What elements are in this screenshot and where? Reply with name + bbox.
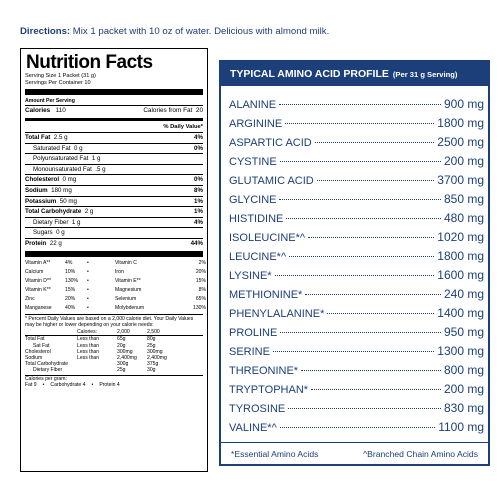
leader-dots bbox=[285, 123, 434, 124]
amino-acid-name: VALINE*^ bbox=[229, 422, 277, 434]
amino-acid-value: 1020 mg bbox=[437, 230, 484, 244]
nutrient-label: Potassium bbox=[25, 197, 57, 205]
amino-acid-row bbox=[229, 418, 484, 437]
vitamin-dv: 2% bbox=[198, 259, 207, 266]
divider-thick bbox=[25, 89, 203, 95]
nutrient-label: Total Carbohydrate bbox=[25, 208, 82, 216]
amino-acid-name: GLUTAMIC ACID bbox=[229, 175, 314, 187]
table-cell: 375g bbox=[147, 361, 159, 368]
amino-acid-row bbox=[229, 266, 484, 285]
amino-acid-value: 480 mg bbox=[443, 211, 484, 225]
vitamin-name: Calcium bbox=[25, 268, 44, 275]
nutrient-amount: 0 mg bbox=[62, 176, 77, 184]
amino-acid-footnotes bbox=[221, 442, 488, 464]
leader-dots bbox=[288, 408, 441, 409]
cpg-carb: Carbohydrate 4 bbox=[50, 381, 86, 388]
amino-acid-name: CYSTINE bbox=[229, 156, 277, 168]
nutrient-row bbox=[25, 132, 203, 143]
daily-value-header: % Daily Value* bbox=[163, 124, 203, 130]
leader-dots bbox=[279, 199, 440, 200]
leader-dots bbox=[280, 332, 441, 333]
amino-acid-value: 850 mg bbox=[443, 192, 484, 206]
nutrient-row bbox=[25, 153, 203, 164]
directions-text: Mix 1 packet with 10 oz of water. Delicious with almond milk. bbox=[70, 26, 330, 37]
table-cell: 65g bbox=[117, 336, 126, 343]
nutrient-dv: 1% bbox=[194, 197, 203, 205]
vitamin-name: Vitamin D** bbox=[25, 277, 51, 284]
amino-acid-name: TYROSINE bbox=[229, 403, 286, 415]
nutrient-row bbox=[25, 227, 203, 238]
amino-acid-row bbox=[229, 342, 484, 361]
table-cell bbox=[77, 367, 117, 373]
amino-acid-name: HISTIDINE bbox=[229, 213, 284, 225]
bullet: • bbox=[87, 304, 89, 311]
vitamin-name: Zinc bbox=[25, 295, 35, 302]
nutrient-dv: 4% bbox=[194, 134, 203, 141]
amino-acid-value: 1300 mg bbox=[437, 344, 484, 358]
calories-per-gram-label: Calories per gram: bbox=[25, 375, 67, 382]
nutrient-label: Sugars bbox=[33, 229, 53, 237]
amino-acid-row bbox=[229, 361, 484, 380]
calories-label: Calories bbox=[25, 107, 51, 114]
table-cell: Less than bbox=[77, 354, 100, 361]
leader-dots bbox=[327, 313, 434, 314]
nutrient-amount: 1 g bbox=[71, 218, 81, 226]
nutrient-row bbox=[25, 206, 203, 217]
vitamin-name: Vitamin A** bbox=[25, 259, 51, 266]
nutrient-amount: .5 g bbox=[95, 165, 106, 173]
nutrient-amount: 0 g bbox=[56, 229, 65, 237]
table-header-cell: 2,000 bbox=[117, 329, 130, 336]
nutrient-label: Sodium bbox=[25, 186, 48, 194]
bullet: • bbox=[87, 277, 89, 284]
cpg-protein: Protein 4 bbox=[99, 381, 120, 388]
bullet: • bbox=[87, 295, 89, 302]
calories-per-gram-values bbox=[25, 382, 203, 388]
table-cell: 25g bbox=[117, 367, 126, 374]
amino-acid-value: 830 mg bbox=[443, 401, 484, 415]
vitamin-name: Iron bbox=[115, 268, 124, 275]
nutrient-label: Dietary Fiber bbox=[33, 218, 69, 226]
amino-acid-value: 800 mg bbox=[443, 363, 484, 377]
table-cell: Less than bbox=[77, 342, 100, 349]
vitamin-dv: 8% bbox=[198, 286, 207, 293]
vitamin-dv: 65% bbox=[195, 295, 207, 302]
amino-acid-name: ALANINE bbox=[229, 99, 277, 111]
leader-dots bbox=[289, 256, 434, 257]
daily-value-table-body bbox=[25, 336, 203, 373]
vitamin-name: Magnesium bbox=[115, 286, 142, 293]
leader-dots bbox=[286, 218, 441, 219]
amino-acid-row bbox=[229, 133, 484, 152]
nutrient-row bbox=[25, 196, 203, 207]
amino-acid-name: LYSINE* bbox=[229, 270, 272, 282]
vitamin-dv: 130% bbox=[193, 304, 207, 311]
cpg-fat: Fat 9 bbox=[25, 381, 37, 388]
table-cell: 300mg bbox=[147, 348, 163, 355]
amino-acid-subtitle: (Per 31 g Serving) bbox=[392, 69, 458, 79]
amino-acid-row bbox=[229, 95, 484, 114]
leader-dots bbox=[280, 427, 435, 428]
nutrient-dv: 8% bbox=[194, 186, 203, 194]
amino-acid-row bbox=[229, 304, 484, 323]
table-cell: Dietary Fiber bbox=[33, 367, 63, 374]
nutrient-label: Monounsaturated Fat bbox=[33, 165, 92, 173]
table-cell: 2,400mg bbox=[147, 354, 167, 361]
nutrient-amount: 2.5 g bbox=[53, 134, 68, 141]
amino-acid-value: 900 mg bbox=[443, 97, 484, 111]
amino-acid-row bbox=[229, 228, 484, 247]
leader-dots bbox=[280, 161, 441, 162]
amino-acid-name: PHENYLALANINE* bbox=[229, 308, 325, 320]
amino-acid-panel bbox=[219, 60, 490, 466]
table-cell: Cholesterol bbox=[25, 348, 51, 355]
leader-dots bbox=[279, 104, 441, 105]
amino-acid-title: TYPICAL AMINO ACID PROFILE bbox=[230, 68, 389, 80]
amino-acid-name: SERINE bbox=[229, 346, 270, 358]
amino-acid-name: THREONINE* bbox=[229, 365, 299, 377]
amino-acid-name: LEUCINE*^ bbox=[229, 251, 287, 263]
amino-acid-value: 200 mg bbox=[443, 154, 484, 168]
directions-line bbox=[20, 26, 490, 37]
vitamin-name: Molybdenum bbox=[115, 304, 145, 311]
amino-acid-value: 1800 mg bbox=[437, 116, 484, 130]
bullet: • bbox=[91, 381, 94, 388]
divider-medium bbox=[25, 118, 203, 121]
leader-dots bbox=[305, 294, 441, 295]
essential-footnote: *Essential Amino Acids bbox=[231, 448, 319, 459]
leader-dots bbox=[315, 142, 435, 143]
nutrient-label: Protein bbox=[25, 239, 47, 247]
amino-acid-row bbox=[229, 114, 484, 133]
table-cell: Sodium bbox=[25, 354, 43, 361]
amino-acid-row bbox=[229, 399, 484, 418]
nutrient-dv: 44% bbox=[190, 239, 203, 247]
amino-acid-value: 950 mg bbox=[443, 325, 484, 339]
vitamin-dv: 4% bbox=[65, 259, 73, 266]
leader-dots bbox=[275, 275, 435, 276]
vitamin-name: Vitamin K** bbox=[25, 286, 51, 293]
amino-acid-value: 1800 mg bbox=[437, 249, 484, 263]
table-header-cell: Calories: bbox=[77, 329, 98, 336]
leader-dots bbox=[311, 389, 441, 390]
vitamin-dv: 10% bbox=[65, 268, 76, 275]
amino-acid-value: 1600 mg bbox=[437, 268, 484, 282]
nutrient-dv: 1% bbox=[194, 208, 203, 216]
amino-acid-name: METHIONINE* bbox=[229, 289, 303, 301]
amino-acid-name: TRYPTOPHAN* bbox=[229, 384, 309, 396]
table-cell: 20g bbox=[117, 342, 126, 349]
nutrient-row bbox=[25, 217, 203, 228]
amino-acid-row bbox=[229, 152, 484, 171]
vitamin-name: Selenium bbox=[115, 295, 137, 302]
nutrient-label: Polyunsaturated Fat bbox=[33, 155, 89, 163]
vitamin-dv: 130% bbox=[65, 277, 79, 284]
amino-acid-row bbox=[229, 190, 484, 209]
amino-acid-row bbox=[229, 247, 484, 266]
vitamin-dv: 15% bbox=[195, 277, 207, 284]
amino-acid-name: ASPARTIC ACID bbox=[229, 137, 312, 149]
vitamin-name: Manganese bbox=[25, 304, 52, 311]
nutrient-label: Saturated Fat bbox=[33, 144, 71, 152]
nutrition-facts-title: Nutrition Facts bbox=[26, 52, 153, 73]
vitamin-name: Vitamin C bbox=[115, 259, 137, 266]
calories-row bbox=[25, 105, 203, 116]
table-cell: Total Fat bbox=[25, 336, 45, 343]
amino-acid-value: 3700 mg bbox=[437, 173, 484, 187]
amino-acid-row bbox=[229, 209, 484, 228]
leader-dots bbox=[308, 237, 434, 238]
nutrient-dv: 0% bbox=[194, 144, 203, 152]
nutrient-row bbox=[25, 143, 203, 154]
table-header-cell: 2,500 bbox=[147, 329, 160, 336]
table-cell: Less than bbox=[77, 348, 100, 355]
amino-acid-row bbox=[229, 380, 484, 399]
nutrient-amount: 50 mg bbox=[59, 197, 77, 205]
nutrient-row bbox=[25, 164, 203, 175]
vitamin-dv: 15% bbox=[65, 286, 76, 293]
calories-fat-value: 20 bbox=[195, 107, 203, 114]
table-cell: 30g bbox=[147, 367, 156, 374]
table-cell: 300g bbox=[117, 361, 129, 368]
daily-value-table bbox=[25, 329, 203, 335]
bullet: • bbox=[87, 259, 89, 266]
bullet: • bbox=[42, 381, 45, 388]
table-cell: 80g bbox=[147, 336, 156, 343]
table-cell: 25g bbox=[147, 342, 156, 349]
bullet: • bbox=[87, 268, 89, 275]
table-cell: Less than bbox=[77, 336, 100, 343]
bcaa-footnote: ^Branched Chain Amino Acids bbox=[363, 448, 478, 459]
divider-thick bbox=[25, 251, 203, 257]
nutrient-amount: 22 g bbox=[49, 239, 62, 247]
vitamin-name: Vitamin E** bbox=[115, 277, 141, 284]
calories-fat-label: Calories from Fat bbox=[143, 107, 193, 114]
leader-dots bbox=[301, 370, 441, 371]
serving-size: Serving Size 1 Packet (31 g) bbox=[25, 73, 96, 79]
amino-acid-name: ISOLEUCINE*^ bbox=[229, 232, 306, 244]
vitamin-dv: 20% bbox=[195, 268, 207, 275]
amino-acid-value: 200 mg bbox=[443, 382, 484, 396]
nutrition-facts-panel bbox=[20, 48, 208, 472]
amino-acid-value: 1100 mg bbox=[438, 420, 484, 434]
nutrient-row bbox=[25, 238, 203, 249]
amino-acid-name: ARGININE bbox=[229, 118, 283, 130]
table-cell: 2,400mg bbox=[117, 354, 137, 361]
nutrient-amount: 180 mg bbox=[51, 186, 72, 194]
leader-dots bbox=[273, 351, 434, 352]
vitamin-dv: 40% bbox=[65, 304, 76, 311]
vitamin-grid bbox=[25, 259, 207, 313]
nutrient-row bbox=[25, 185, 203, 196]
divider bbox=[25, 314, 203, 315]
table-cell: Sat Fat bbox=[33, 342, 50, 349]
leader-dots bbox=[317, 180, 435, 181]
amino-acid-header bbox=[221, 62, 488, 86]
amino-acid-name: GLYCINE bbox=[229, 194, 277, 206]
amino-acid-row bbox=[229, 285, 484, 304]
table-header-cell bbox=[25, 329, 77, 335]
table-cell: Total Carbohydrate bbox=[25, 361, 69, 368]
nutrient-label: Total Fat bbox=[25, 134, 51, 141]
nutrient-amount: 2 g bbox=[84, 208, 94, 216]
amino-acid-value: 240 mg bbox=[443, 287, 484, 301]
directions-label: Directions: bbox=[20, 26, 71, 37]
amino-acid-value: 2500 mg bbox=[437, 135, 484, 149]
nutrient-label: Cholesterol bbox=[25, 176, 60, 184]
vitamin-dv: 20% bbox=[65, 295, 76, 302]
amount-per-serving: Amount Per Serving bbox=[25, 98, 75, 104]
amino-acid-row bbox=[229, 171, 484, 190]
amino-acid-list bbox=[229, 95, 484, 437]
nutrient-dv: 4% bbox=[194, 218, 203, 226]
nutrient-dv: 0% bbox=[194, 176, 203, 184]
nutrient-amount: 1 g bbox=[91, 155, 101, 163]
daily-value-footnote: * Percent Daily Values are based on a 2,000 calorie diet. Your Daily Values may be higher or lower depending on your calorie needs: bbox=[25, 315, 194, 328]
amino-acid-name: PROLINE bbox=[229, 327, 278, 339]
table-cell: 300mg bbox=[117, 348, 133, 355]
servings-per-container: Servings Per Container 10 bbox=[25, 80, 91, 86]
amino-acid-value: 1400 mg bbox=[437, 306, 484, 320]
bullet: • bbox=[87, 286, 89, 293]
nutrient-amount: 0 g bbox=[73, 144, 83, 152]
calories-value: 110 bbox=[55, 107, 66, 114]
amino-acid-row bbox=[229, 323, 484, 342]
nutrient-row bbox=[25, 174, 203, 185]
